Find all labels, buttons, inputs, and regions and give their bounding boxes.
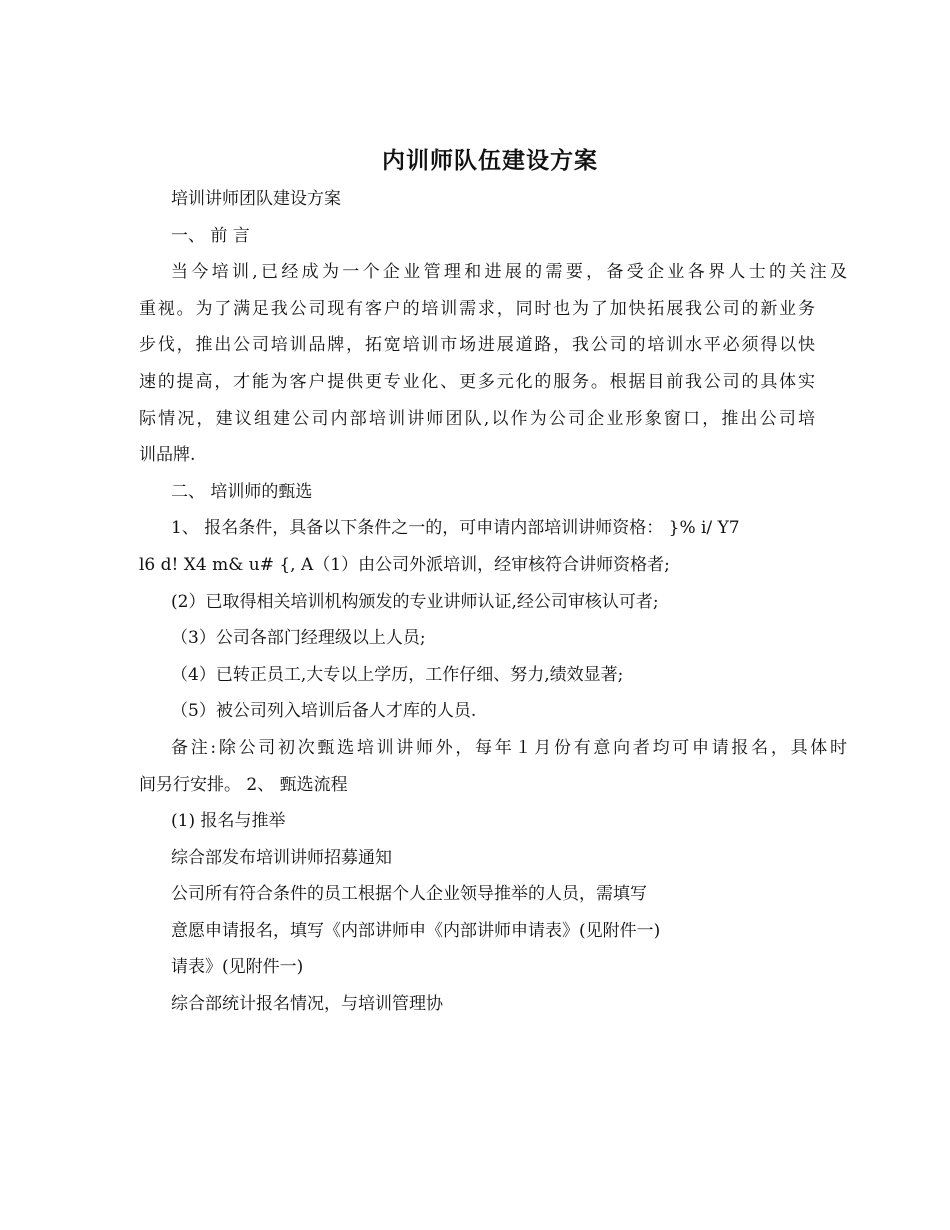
paragraph-line: 1、 报名条件，具备以下条件之一的，可申请内部培训讲师资格： }% i/ Y7: [171, 518, 740, 539]
paragraph-line: 当今培训,已经成为一个企业管理和进展的需要，备受企业各界人士的关注及: [171, 262, 847, 283]
section-heading-selection: 二、 培训师的甄选: [171, 481, 313, 502]
paragraph-line: 公司所有符合条件的员工根据个人企业领导推举的人员，需填写: [171, 884, 647, 905]
subsection-heading: (1) 报名与推举: [171, 811, 286, 832]
list-item: （5）被公司列入培训后备人才库的人员.: [171, 701, 477, 722]
paragraph-line: 综合部统计报名情况，与培训管理协: [171, 994, 443, 1015]
document-body: [139, 188, 847, 1030]
list-item: (2）已取得相关培训机构颁发的专业讲师认证,经公司审核认可者;: [171, 591, 659, 612]
paragraph-line: 际情况，建议组建公司内部培训讲师团队,以作为公司企业形象窗口，推出公司培: [139, 408, 815, 429]
paragraph-line: 间另行安排。 2、 甄选流程: [139, 774, 348, 795]
paragraph-line: 意愿申请报名，填写《内部讲师申《内部讲师申请表》(见附件一): [171, 920, 661, 941]
paragraph-line: 训品牌.: [139, 445, 196, 466]
paragraph-line: 重视。为了满足我公司现有客户的培训需求，同时也为了加快拓展我公司的新业务: [139, 298, 815, 319]
list-item: （3）公司各部门经理级以上人员;: [171, 628, 426, 649]
paragraph-line: 综合部发布培训讲师招募通知: [171, 847, 392, 868]
subtitle-line: 培训讲师团队建设方案: [171, 189, 341, 209]
paragraph-line: 请表》(见附件一): [171, 957, 304, 978]
paragraph-line: 速的提高，才能为客户提供更专业化、更多元化的服务。根据目前我公司的具体实: [139, 371, 815, 392]
document-title: 内训师队伍建设方案: [382, 147, 598, 174]
paragraph-line: 备注:除公司初次甄选培训讲师外，每年１月份有意向者均可申请报名，具体时: [171, 737, 847, 758]
section-heading-preface: 一、 前 言: [171, 225, 250, 246]
paragraph-line: 步伐，推出公司培训品牌，拓宽培训市场进展道路，我公司的培训水平必须得以快: [139, 335, 815, 356]
paragraph-line: l6 d! X4 m& u# {, A（1）由公司外派培训，经审核符合讲师资格者;: [139, 554, 670, 575]
list-item: （4）已转正员工,大专以上学历，工作仔细、努力,绩效显著;: [171, 664, 624, 685]
